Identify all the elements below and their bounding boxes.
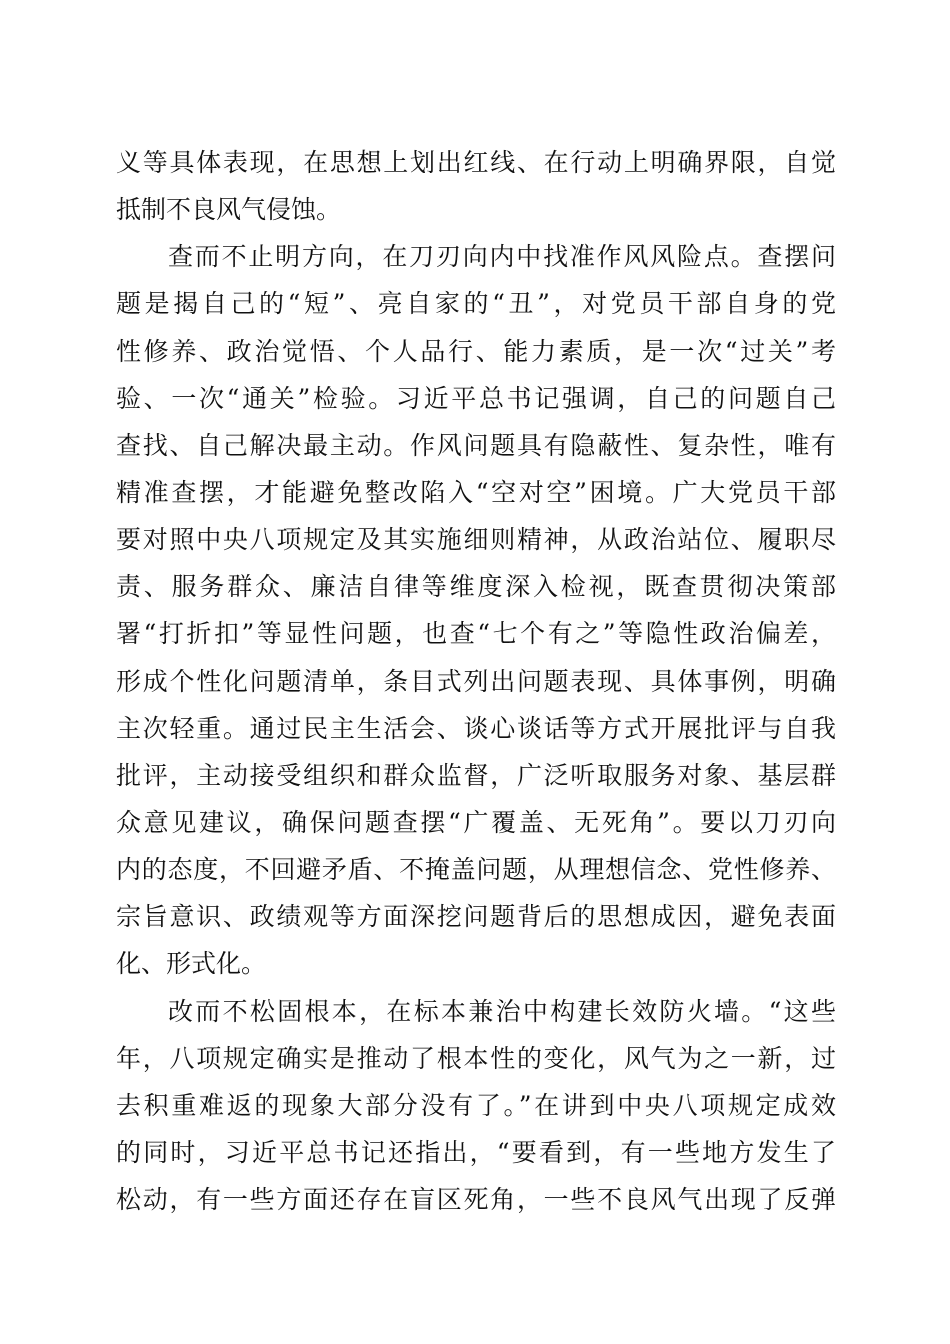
text-line: 内的态度，不回避矛盾、不掩盖问题，从理想信念、党性修养、 [116, 855, 836, 885]
text-line: 抵制不良风气侵蚀。 [116, 195, 342, 225]
text-line: 化、形式化。 [116, 949, 267, 979]
text-line: 精准查摆，才能避免整改陷入“空对空”困境。广大党员干部 [116, 477, 836, 507]
text-line: 题是揭自己的“短”、亮自家的“丑”，对党员干部自身的党 [116, 289, 836, 319]
text-line: 性修养、政治觉悟、个人品行、能力素质，是一次“过关”考 [116, 336, 836, 366]
text-line: 松动，有一些方面还存在盲区死角，一些不良风气出现了反弹 [116, 1185, 836, 1215]
text-line: 宗旨意识、政绩观等方面深挖问题背后的思想成因，避免表面 [116, 902, 836, 932]
text-line: 义等具体表现，在思想上划出红线、在行动上明确界限，自觉 [116, 148, 836, 177]
paragraph-first-line: 查而不止明方向，在刀刃向内中找准作风风险点。查摆问 [168, 242, 836, 272]
text-line: 主次轻重。通过民主生活会、谈心谈话等方式开展批评与自我 [116, 713, 836, 743]
body-text [116, 139, 836, 1223]
text-line: 批评，主动接受组织和群众监督，广泛听取服务对象、基层群 [116, 760, 836, 790]
paragraph-first-line: 改而不松固根本，在标本兼治中构建长效防火墙。“这些 [168, 996, 836, 1026]
text-line: 众意见建议，确保问题查摆“广覆盖、无死角”。要以刀刃向 [116, 807, 836, 837]
text-line: 形成个性化问题清单，条目式列出问题表现、具体事例，明确 [116, 666, 836, 696]
text-line: 查找、自己解决最主动。作风问题具有隐蔽性、复杂性，唯有 [116, 430, 836, 460]
text-line: 年，八项规定确实是推动了根本性的变化，风气为之一新，过 [116, 1043, 836, 1073]
text-line: 要对照中央八项规定及其实施细则精神，从政治站位、履职尽 [116, 525, 836, 555]
text-line: 验、一次“通关”检验。习近平总书记强调，自己的问题自己 [116, 383, 836, 413]
text-line: 去积重难返的现象大部分没有了。”在讲到中央八项规定成效 [116, 1090, 836, 1120]
text-line: 的同时，习近平总书记还指出，“要看到，有一些地方发生了 [116, 1137, 836, 1167]
text-line: 署“打折扣”等显性问题，也查“七个有之”等隐性政治偏差， [116, 619, 836, 649]
text-line: 责、服务群众、廉洁自律等维度深入检视，既查贯彻决策部 [116, 572, 836, 602]
